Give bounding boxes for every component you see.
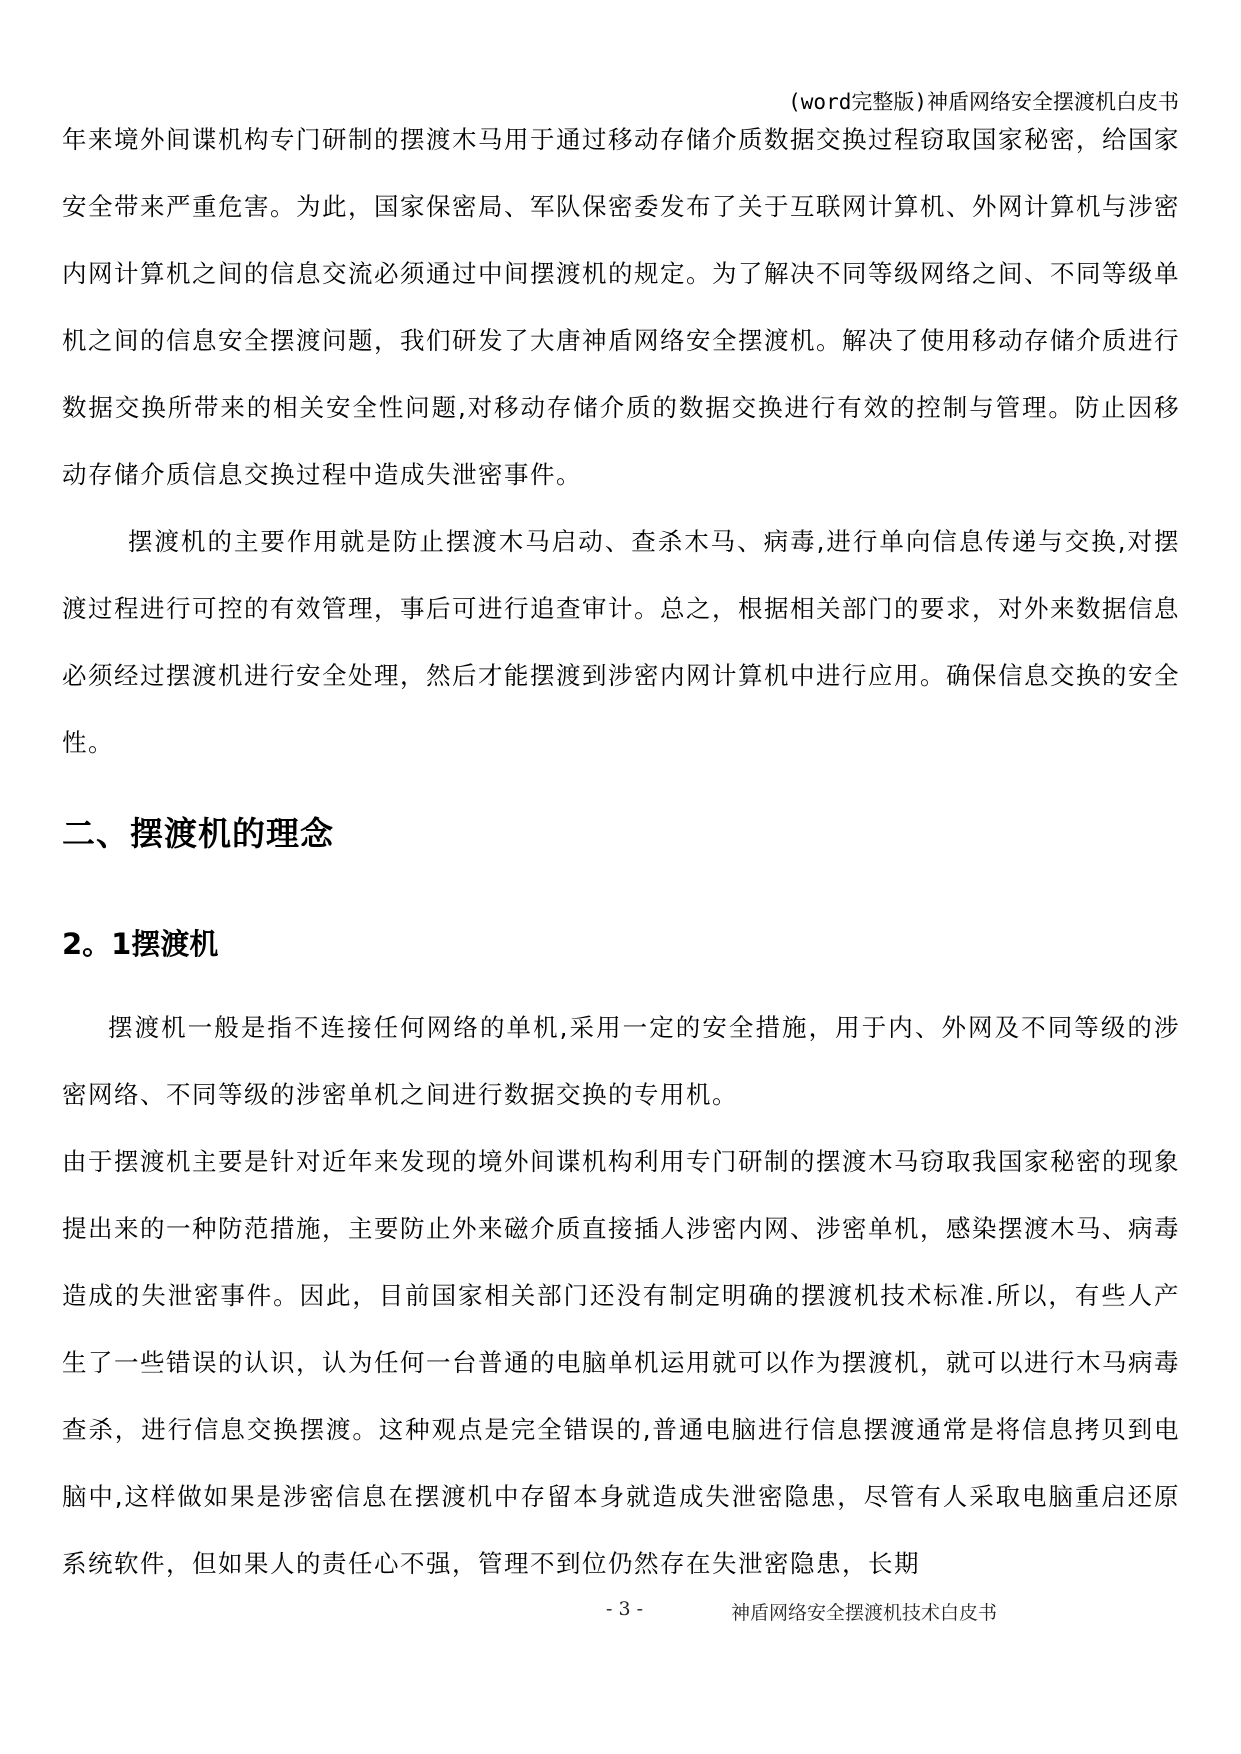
footer-title: 神盾网络安全摆渡机技术白皮书: [731, 1602, 998, 1624]
subsection-heading: 2。1摆渡机: [62, 927, 219, 961]
body-paragraph: 摆渡机的主要作用就是防止摆渡木马启动、查杀木马、病毒,进行单向信息传递与交换,对摆渡过程进行可控的有效管理，事后可进行追查审计。总之，根据相关部门的要求，对外来数据信息必须经过摆渡机进行安全处理，然后才能摆渡到涉密内网计算机中进行应用。确保信息交换的安全性。: [62, 527, 1180, 757]
body-paragraph: 由于摆渡机主要是针对近年来发现的境外间谍机构利用专门研制的摆渡木马窃取我国家秘密的现象提出来的一种防范措施，主要防止外来磁介质直接插人涉密内网、涉密单机，感染摆渡木马、病毒造成的失泄密事件。因此，目前国家相关部门还没有制定明确的摆渡机技术标准.所以，有些人产生了一些错误的认识，认为任何一台普通的电脑单机运用就可以作为摆渡机，就可以进行木马病毒查杀，进行信息交换摆渡。这种观点是完全错误的,普通电脑进行信息摆渡通常是将信息拷贝到电脑中,这样做如果是涉密信息在摆渡机中存留本身就造成失泄密隐患，尽管有人采取电脑重启还原系统软件，但如果人的责任心不强，管理不到位仍然存在失泄密隐患，长期: [62, 1147, 1180, 1578]
subsection-text-block: [62, 994, 1180, 1597]
section-heading: 二、摆渡机的理念: [62, 814, 334, 853]
body-paragraph: 年来境外间谍机构专门研制的摆渡木马用于通过移动存储介质数据交换过程窃取国家秘密，给国家安全带来严重危害。为此，国家保密局、军队保密委发布了关于互联网计算机、外网计算机与涉密内网计算机之间的信息交流必须通过中间摆渡机的规定。为了解决不同等级网络之间、不同等级单机之间的信息安全摆渡问题，我们研发了大唐神盾网络安全摆渡机。解决了使用移动存储介质进行数据交换所带来的相关安全性问题,对移动存储介质的数据交换进行有效的控制与管理。防止因移动存储介质信息交换过程中造成失泄密事件。: [62, 125, 1180, 489]
intro-text-block: [62, 106, 1180, 776]
body-paragraph: 摆渡机一般是指不连接任何网络的单机,采用一定的安全措施，用于内、外网及不同等级的涉密网络、不同等级的涉密单机之间进行数据交换的专用机。: [62, 1013, 1180, 1109]
page-number: - 3 -: [606, 1598, 644, 1620]
page-footer: [0, 1598, 1241, 1628]
running-header: (word完整版)神盾网络安全摆渡机白皮书: [788, 90, 1179, 114]
